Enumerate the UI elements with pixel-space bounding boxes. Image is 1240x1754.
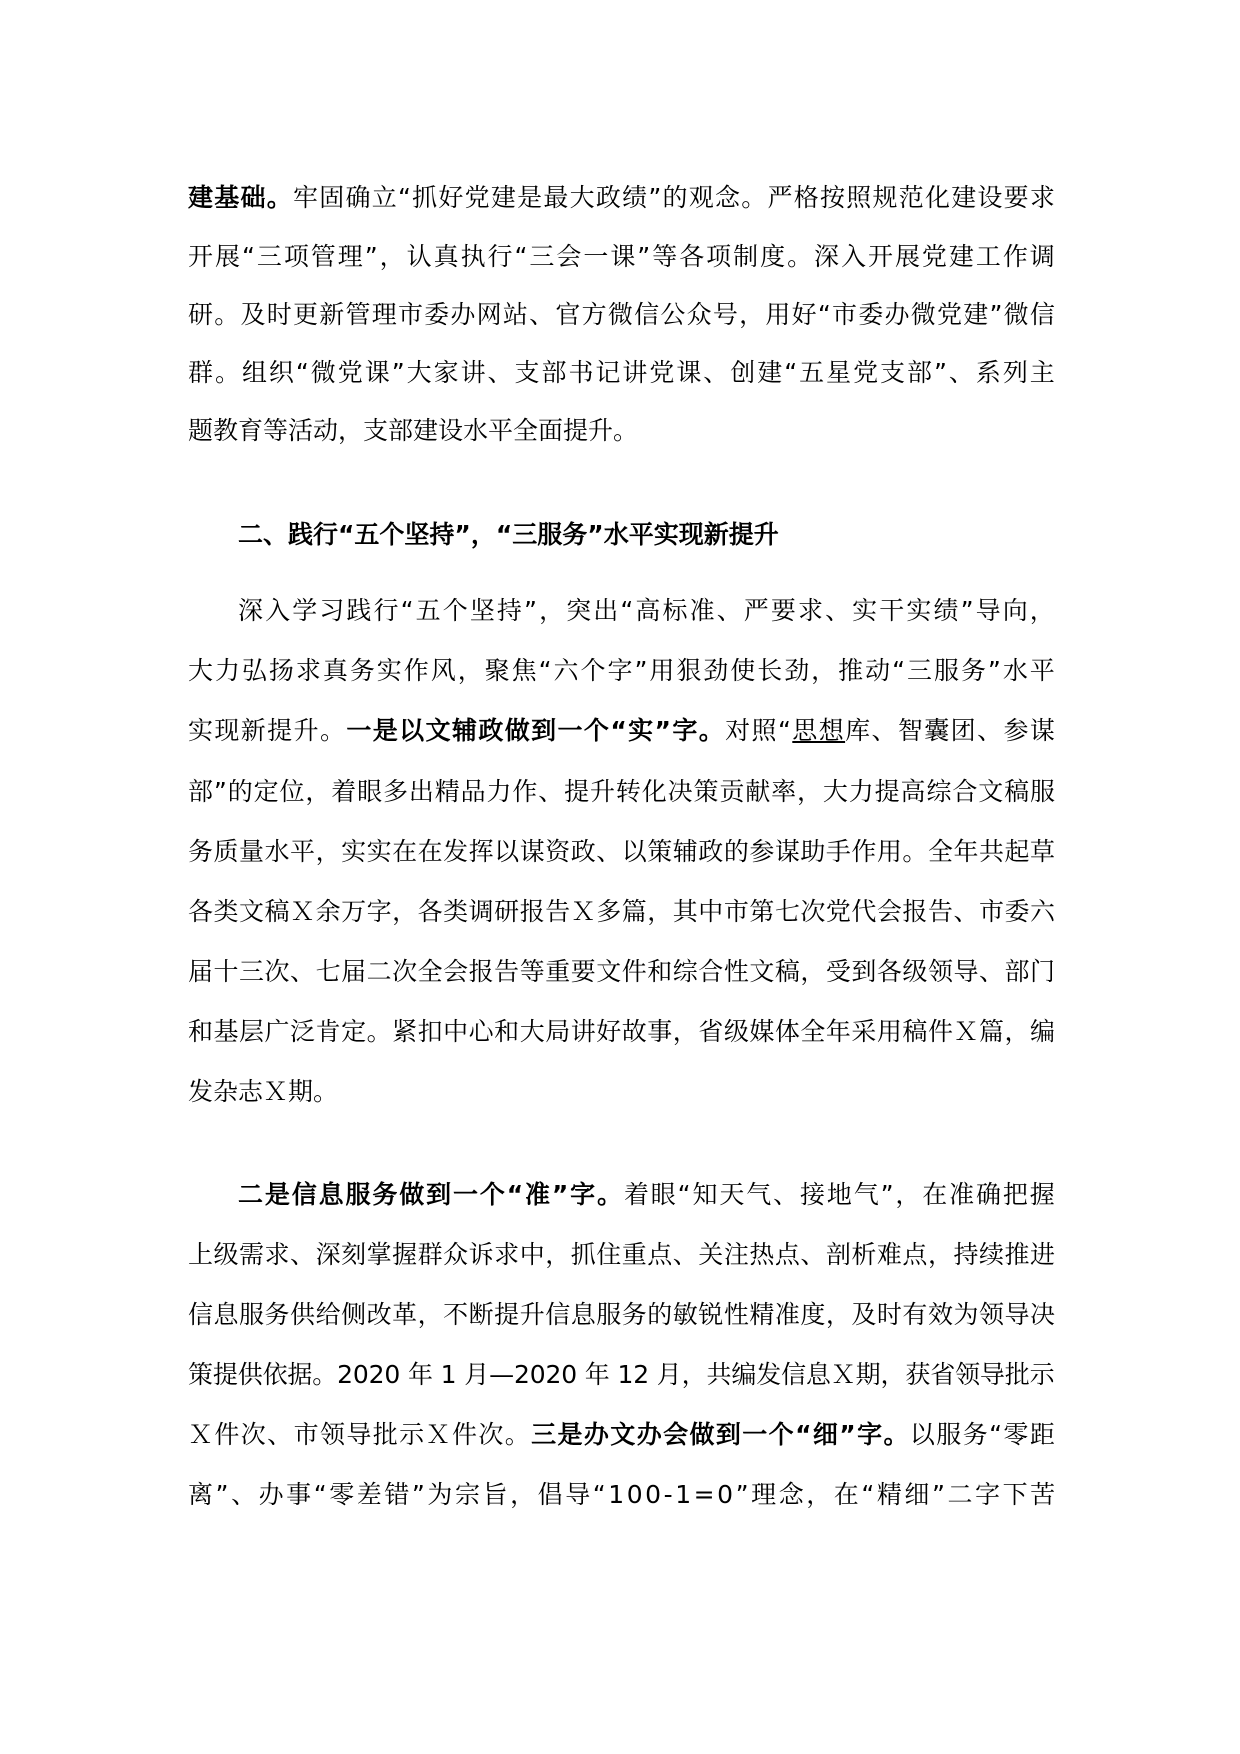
text-run: 信息服务供给侧改革，不断提升信息服务的敏锐性精准度，及时有效为领导决 bbox=[188, 1300, 1056, 1329]
text-run: 届十三次、七届二次全会报告等重要文件和综合性文稿，受到各级领导、部门 bbox=[188, 957, 1056, 986]
text-run: 开展“三项管理”，认真执行“三会一课”等各项制度。深入开展党建工作调 bbox=[188, 242, 1057, 271]
text-line bbox=[188, 353, 1057, 393]
text-line bbox=[188, 1235, 1056, 1275]
text-run: 实现新提升。 bbox=[188, 716, 347, 745]
underlined-text-run: 思想 bbox=[792, 716, 846, 745]
bold-text-run: 二是信息服务做到一个“准”字。 bbox=[238, 1180, 624, 1209]
text-run: 离”、办事“零差错”为宗旨，倡导“100-1=0”理念，在“精细”二字下苦 bbox=[188, 1480, 1058, 1509]
text-line bbox=[238, 591, 1057, 631]
text-line bbox=[188, 1295, 1056, 1335]
text-run: 牢固确立“抓好党建是最大政绩”的观念。严格按照规范化建设要求 bbox=[292, 183, 1057, 212]
text-line bbox=[188, 1012, 1056, 1052]
text-run: 务质量水平，实实在在发挥以谋资政、以策辅政的参谋助手作用。全年共起草 bbox=[188, 837, 1056, 866]
text-line bbox=[188, 1072, 338, 1112]
text-line bbox=[188, 1475, 1058, 1515]
text-run: 深入学习践行“五个坚持”，突出“高标准、严要求、实干实绩”导向， bbox=[238, 596, 1057, 625]
text-line bbox=[188, 1355, 1055, 1395]
text-run: 和基层广泛肯定。紧扣中心和大局讲好故事，省级媒体全年采用稿件Ｘ篇，编 bbox=[188, 1017, 1056, 1046]
text-run: Ｘ件次、市领导批示Ｘ件次。 bbox=[188, 1420, 532, 1449]
text-run: 研。及时更新管理市委办网站、官方微信公众号，用好“市委办微党建”微信 bbox=[188, 300, 1057, 329]
text-run: 部”的定位，着眼多出精品力作、提升转化决策贡献率，大力提高综合文稿服 bbox=[188, 777, 1056, 806]
text-line bbox=[188, 892, 1056, 932]
text-line bbox=[188, 651, 1057, 691]
text-line bbox=[188, 832, 1056, 872]
text-line bbox=[238, 1175, 1057, 1215]
text-line bbox=[188, 237, 1057, 277]
bold-text-run: 一是以文辅政做到一个“实”字。 bbox=[346, 716, 726, 745]
text-run: 库、智囊团、参谋 bbox=[845, 716, 1057, 745]
bold-text-run: 建基础。 bbox=[188, 183, 293, 212]
text-run: 题教育等活动，支部建设水平全面提升。 bbox=[188, 416, 639, 445]
text-run: 大力弘扬求真务实作风，聚焦“六个字”用狠劲使长劲，推动“三服务”水平 bbox=[188, 656, 1057, 685]
section-heading: 二、践行“五个坚持”，“三服务”水平实现新提升 bbox=[238, 520, 779, 549]
text-line bbox=[188, 295, 1056, 335]
text-line bbox=[188, 772, 1056, 812]
text-run: 群。组织“微党课”大家讲、支部书记讲党课、创建“五星党支部”、系列主 bbox=[188, 358, 1057, 387]
text-line bbox=[188, 952, 1056, 992]
text-run: 各类文稿Ｘ余万字，各类调研报告Ｘ多篇，其中市第七次党代会报告、市委六 bbox=[188, 897, 1056, 926]
text-run: 以服务“零距 bbox=[909, 1420, 1057, 1449]
text-line bbox=[188, 411, 638, 451]
text-line bbox=[188, 711, 1056, 751]
text-run: 着眼“知天气、接地气”，在准确把握 bbox=[623, 1180, 1057, 1209]
text-line bbox=[188, 1415, 1056, 1455]
text-line bbox=[188, 178, 1056, 218]
text-run: 策提供依据。2020 年 1 月—2020 年 12 月，共编发信息Ｘ期，获省领导批示 bbox=[188, 1360, 1055, 1389]
text-run: 对照“ bbox=[725, 716, 793, 745]
text-run: 发杂志Ｘ期。 bbox=[188, 1077, 339, 1106]
text-run: 上级需求、深刻掌握群众诉求中，抓住重点、关注热点、剖析难点，持续推进 bbox=[188, 1240, 1056, 1269]
bold-text-run: 三是办文办会做到一个“细”字。 bbox=[531, 1420, 910, 1449]
